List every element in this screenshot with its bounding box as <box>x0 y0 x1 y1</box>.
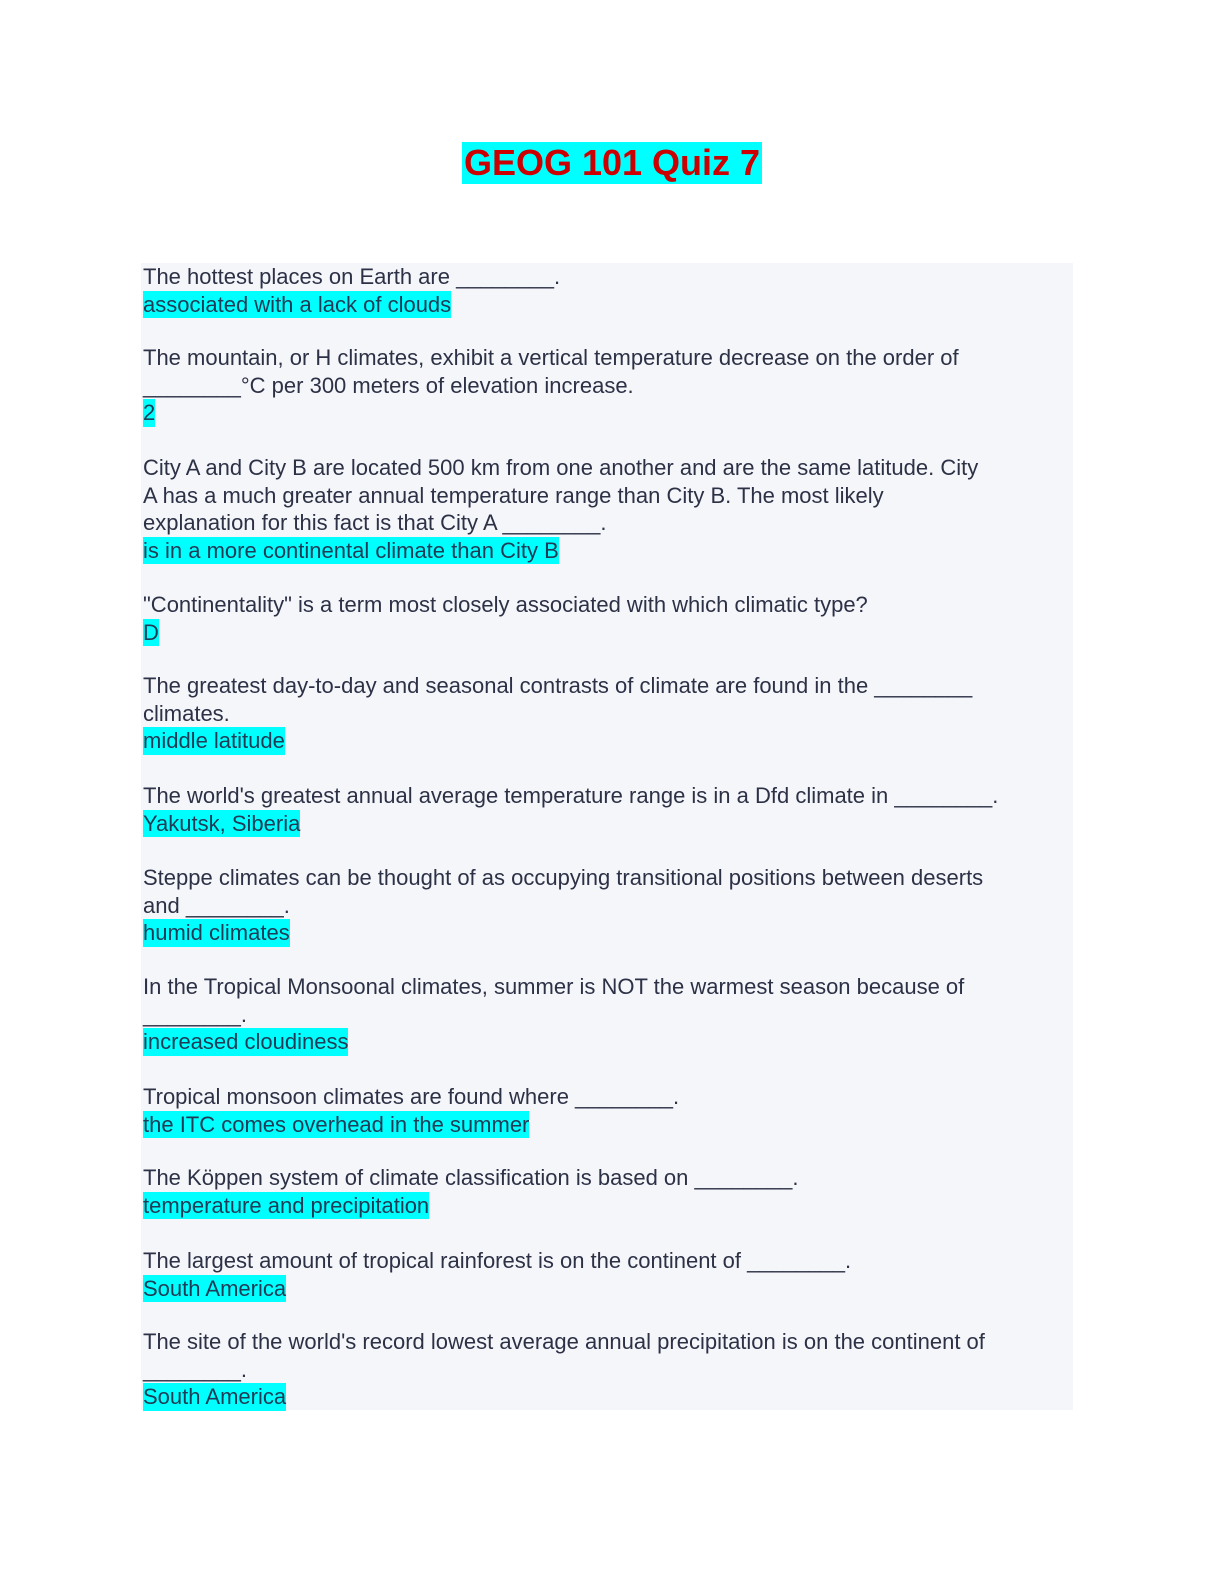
quiz-item <box>143 782 1073 837</box>
quiz-item <box>143 1083 1073 1138</box>
answer-highlight: 2 <box>143 400 156 425</box>
answer-highlight: increased cloudiness <box>143 1029 349 1054</box>
quiz-item <box>143 973 1073 1056</box>
title-wrapper <box>0 142 1224 184</box>
answer-highlight: humid climates <box>143 920 290 945</box>
answer-highlight: South America <box>143 1384 287 1409</box>
quiz-item <box>143 1164 1073 1219</box>
answer-highlight: temperature and precipitation <box>143 1192 430 1218</box>
question-text: The world's greatest annual average temperature range is in a Dfd climate in ________. <box>143 783 999 808</box>
answer-highlight: D <box>143 619 159 645</box>
question-text: The mountain, or H climates, exhibit a vertical temperature decrease on the order of ________°C per 300 meters of elevation increase. <box>143 345 959 398</box>
question-text: City A and City B are located 500 km from one another and are the same latitude. City A has a much greater annual temperature range than City B. The most likely explanation for this fact is that City A ________. <box>143 455 979 535</box>
question-text: Tropical monsoon climates are found where ________. <box>143 1084 680 1109</box>
quiz-item <box>143 864 1073 947</box>
quiz-item <box>143 1247 1073 1302</box>
answer-highlight: South America <box>143 1275 287 1301</box>
question-text: The hottest places on Earth are ________. <box>143 264 561 289</box>
quiz-item <box>143 454 1073 564</box>
question-text: The Köppen system of climate classification is based on ________. <box>143 1165 799 1190</box>
quiz-item <box>143 1328 1073 1411</box>
answer-highlight: associated with a lack of clouds <box>143 291 452 317</box>
question-text: The largest amount of tropical rainforest is on the continent of ________. <box>143 1248 852 1273</box>
answer-highlight: middle latitude <box>143 728 285 753</box>
answer-highlight: Yakutsk, Siberia <box>143 810 301 836</box>
question-text: The greatest day-to-day and seasonal contrasts of climate are found in the ________ climates. <box>143 673 973 726</box>
page-title: GEOG 101 Quiz 7 <box>463 142 761 183</box>
question-text: In the Tropical Monsoonal climates, summer is NOT the warmest season because of ________. <box>143 974 965 1027</box>
answer-highlight: the ITC comes overhead in the summer <box>143 1111 530 1137</box>
quiz-item <box>143 344 1073 427</box>
question-text: Steppe climates can be thought of as occupying transitional positions between deserts and ________. <box>143 865 984 918</box>
question-text: "Continentality" is a term most closely associated with which climatic type? <box>143 592 868 617</box>
quiz-item <box>143 591 1073 646</box>
answer-highlight: is in a more continental climate than City B <box>143 537 559 563</box>
question-text: The site of the world's record lowest average annual precipitation is on the continent of ________. <box>143 1329 985 1382</box>
quiz-item <box>143 263 1073 318</box>
quiz-item <box>143 672 1073 755</box>
